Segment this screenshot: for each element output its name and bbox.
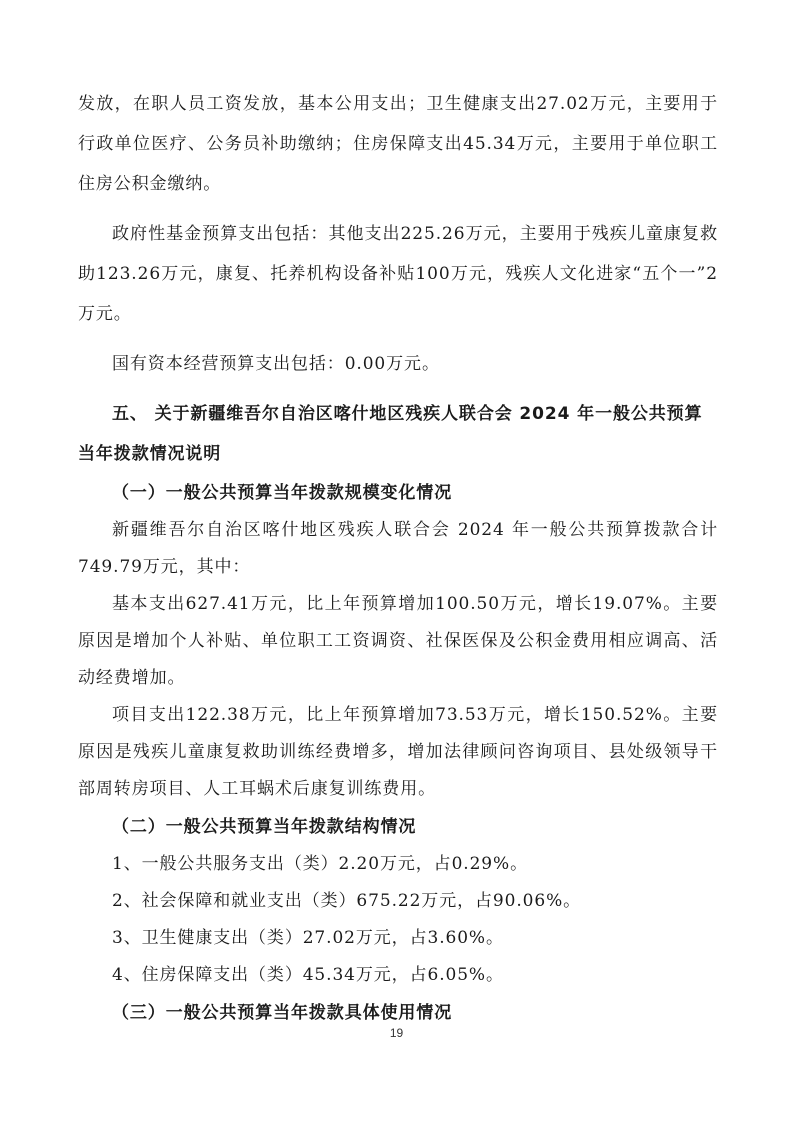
paragraph-government-fund: 政府性基金预算支出包括：其他支出225.26万元，主要用于残疾儿童康复救助123.26万元，康复、托养机构设备补贴100万元，残疾人文化进家“五个一”2万元。 (78, 224, 718, 324)
subsection-one-body (78, 512, 718, 808)
paragraph-basic-expenditure: 基本支出627.41万元，比上年预算增加100.50万元，增长19.07%。主要原因是增加个人补贴、单位职工工资调资、社保医保及公积金费用相应调高、活动经费增加。 (78, 594, 718, 688)
list-item: 1、一般公共服务支出（类）2.20万元，占0.29%。 (112, 854, 528, 874)
list-item: 2、社会保障和就业支出（类）675.22万元，占90.06%。 (112, 891, 582, 911)
subsection-one-heading: （一）一般公共预算当年拨款规模变化情况 (112, 483, 453, 503)
document-body (78, 84, 718, 1032)
list-item: 4、住房保障支出（类）45.34万元，占6.05%。 (112, 965, 504, 985)
paragraph-project-expenditure: 项目支出122.38万元，比上年预算增加73.53万元，增长150.52%。主要原因是残疾儿童康复救助训练经费增多，增加法律顾问咨询项目、县处级领导干部周转房项目、人工耳蜗术后康复训练费用。 (78, 705, 718, 799)
subsection-two-heading: （二）一般公共预算当年拨款结构情况 (112, 817, 417, 837)
page-number: 19 (389, 1026, 404, 1040)
paragraph-state-capital: 国有资本经营预算支出包括：0.00万元。 (112, 354, 440, 374)
list-item: 3、卫生健康支出（类）27.02万元，占3.60%。 (112, 928, 504, 948)
paragraph-total-appropriation: 新疆维吾尔自治区喀什地区残疾人联合会 2024 年一般公共预算拨款合计749.79万元，其中： (78, 520, 718, 577)
subsection-three-heading: （三）一般公共预算当年拨款具体使用情况 (112, 1003, 453, 1023)
paragraph-expenditure-continued: 发放，在职人员工资发放，基本公用支出；卫生健康支出27.02万元，主要用于行政单位医疗、公务员补助缴纳；住房保障支出45.34万元，主要用于单位职工住房公积金缴纳。 (78, 94, 718, 194)
subsection-two-list (78, 846, 718, 994)
section-five-heading: 五、 关于新疆维吾尔自治区喀什地区残疾人联合会 2024 年一般公共预算当年拨款情况说明 (78, 404, 703, 464)
